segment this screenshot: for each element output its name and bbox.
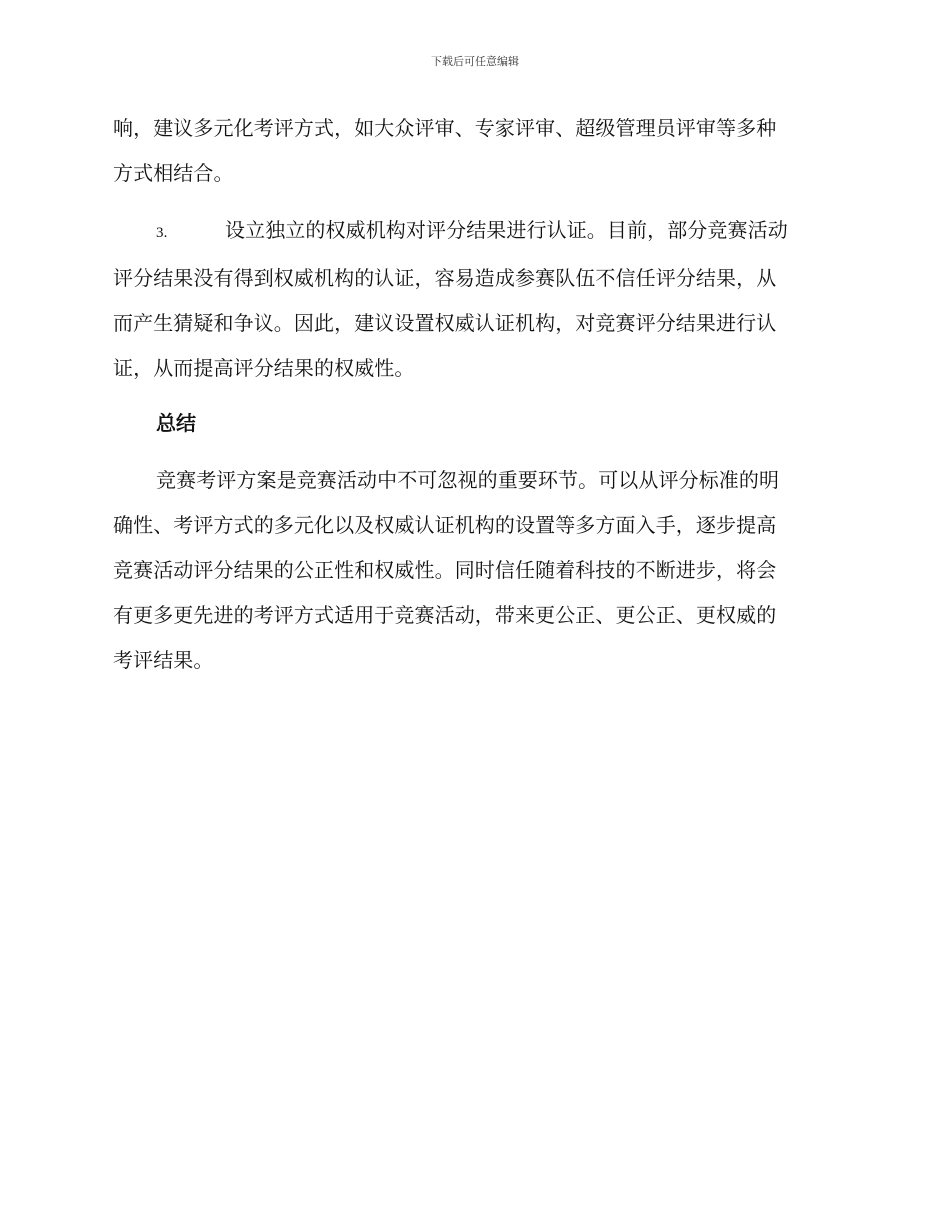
section-heading: 总结 — [156, 411, 196, 435]
paragraph-continued — [113, 106, 835, 196]
paragraph-line: 证，从而提高评分结果的权威性。 — [113, 356, 415, 380]
header-note: 下载后可任意编辑 — [431, 55, 519, 68]
paragraph-line: 有更多更先进的考评方式适用于竞赛活动，带来更公正、更公正、更权威的 — [113, 603, 777, 627]
paragraph-line: 竞赛活动评分结果的公正性和权威性。同时信任随着科技的不断进步，将会 — [113, 558, 777, 582]
paragraph-first-line — [113, 208, 835, 256]
paragraph-line: 而产生猜疑和争议。因此，建议设置权威认证机构，对竞赛评分结果进行认 — [113, 311, 777, 335]
paragraph-line: 考评结果。 — [113, 648, 214, 672]
paragraph-line: 方式相结合。 — [113, 161, 234, 185]
numbered-paragraph-3 — [113, 208, 835, 391]
paragraph-line: 评分结果没有得到权威机构的认证，容易造成参赛队伍不信任评分结果，从 — [113, 266, 777, 290]
paragraph-line: 响，建议多元化考评方式，如大众评审、专家评审、超级管理员评审等多种 — [113, 116, 777, 140]
list-number: 3. — [156, 225, 168, 241]
paragraph-line: 确性、考评方式的多元化以及权威认证机构的设置等多方面入手，逐步提高 — [113, 513, 777, 537]
paragraph-line: 设立独立的权威机构对评分结果进行认证。目前，部分竞赛活动 — [225, 218, 788, 242]
paragraph-line: 竞赛考评方案是竞赛活动中不可忽视的重要环节。可以从评分标准的明 — [156, 468, 780, 492]
summary-paragraph — [113, 458, 835, 683]
